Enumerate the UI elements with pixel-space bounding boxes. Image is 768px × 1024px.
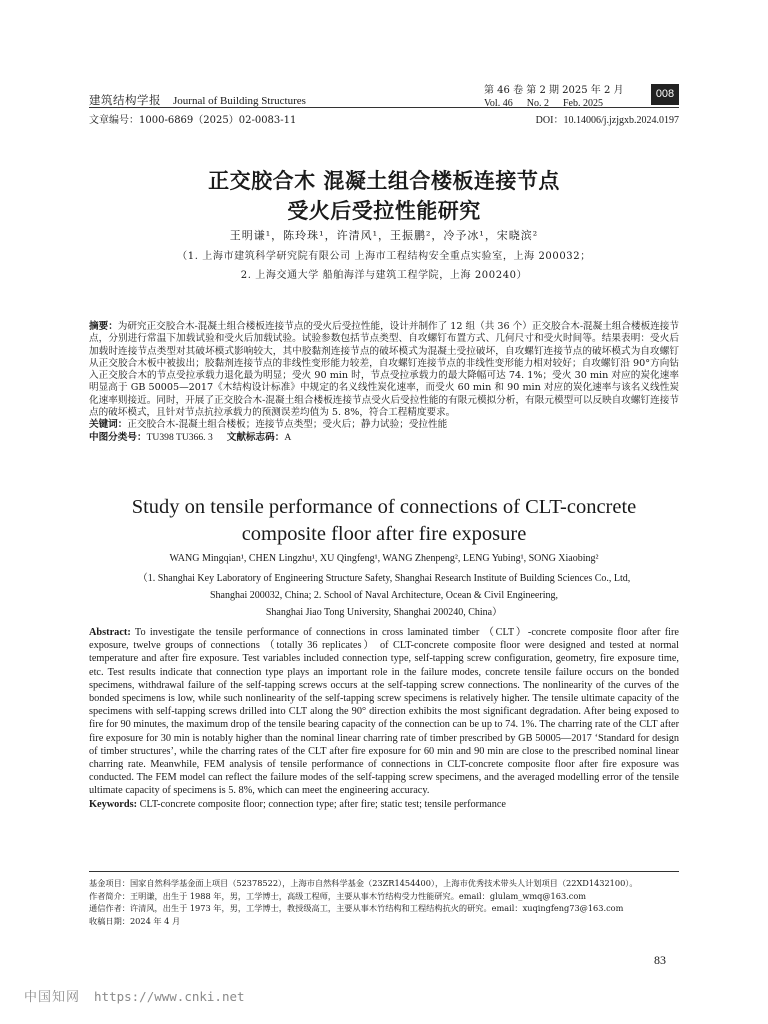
title-en-line1: Study on tensile performance of connections of CLT-concrete: [131, 496, 637, 518]
affiliation-cn-line2: 2. 上海交通大学 船舶海洋与建筑工程学院，上海 200240）: [240, 270, 528, 281]
article-badge: 008: [651, 84, 679, 105]
abstract-cn-label: 摘要：: [89, 321, 118, 332]
watermark-url[interactable]: https://www.cnki.net: [94, 989, 245, 1004]
title-cn-line2: 受火后受拉性能研究: [287, 199, 481, 223]
abstract-en-label: Abstract:: [89, 627, 131, 638]
journal-name-en: Journal of Building Structures: [173, 95, 306, 107]
title-en: [89, 494, 679, 548]
issue-date: Feb. 2025: [562, 98, 603, 109]
abstract-cn-text: 为研究正交胶合木-混凝土组合楼板连接节点的受火后受拉性能，设计并制作了 12 组（共 36 个）正交胶合木-混凝土组合楼板连接节点，分别进行常温下加载试验和受火后加载试验。试验参数包括节点类型、自攻螺钉布置方式、几何尺寸和受火时间等。结果表明：受火后加载时连接节点类型对其破坏模式影响较大，其中胶黏剂连接节点的破坏模式为混凝土受拉破坏，自攻螺钉连接节点的破坏模式为自攻螺钉从正交胶合木板中被拔出；胶黏剂连接节点的非线性变形能力较差，自攻螺钉连接节点的非线性变形能力相对较好；自攻螺钉沿 90°方向钻入正交胶合木的节点受拉承载力退化最为明显；受火 90 min 时，节点受拉承载力的最大降幅可达 74. 1%；受火 30 min 对应的炭化速率明显高于 GB 50005—2017《木结构设计标准》中规定的名义线性炭化速率，而受火 60 min 和 90 min 对应的炭化速率与该名义线性炭化速率则接近。同时，开展了正交胶合木-混凝土组合楼板连接节点受火后受拉性能的有限元模拟分析，有限元模型可以反映自攻螺钉连接节点的破坏模式，且针对节点抗拉承载力的预测误差均值为 5. 8%，符合工程精度要求。: [89, 321, 679, 419]
authors-en: WANG Mingqian¹, CHEN Lingzhu¹, XU Qingfeng¹, WANG Zhenpeng², LENG Yubing¹, SONG Xiaobing²: [169, 553, 599, 564]
journal-header: [89, 92, 306, 108]
footnote-corresponding: 通信作者：许清风，出生于 1973 年，男，工学博士，教授级高工，主要从事木竹结构和工程结构抗火的研究。email：xuqingfeng73@163.com: [89, 903, 624, 913]
authors-cn: 王明谦¹，陈玲珠¹，许清风¹，王振鹏²，冷予冰¹，宋晓滨²: [229, 229, 539, 242]
keywords-cn: [89, 419, 679, 431]
title-cn-line1: 正交胶合木 混凝土组合楼板连接节点: [208, 169, 560, 193]
footnote-fund: 基金项目：国家自然科学基金面上项目（52378522），上海市自然科学基金（23ZR1454400），上海市优秀技术带头人计划项目（22XD1432100）。: [89, 878, 638, 888]
abstract-en-section: [89, 626, 679, 811]
issue-number: No. 2: [526, 98, 549, 109]
keywords-en-label: Keywords:: [89, 798, 138, 810]
affiliation-en-line2: Shanghai 200032, China; 2. School of Naval Architecture, Ocean & Civil Engineering,: [210, 590, 558, 601]
class-label: 中图分类号：: [89, 431, 147, 443]
keywords-en: [89, 798, 679, 811]
abstract-en: [89, 626, 679, 798]
abstract-en-text: To investigate the tensile performance of connections in cross laminated timber （CLT）-concrete composite floor after fire exposure, twelve groups of connections （totally 36 replicates） of CLT-concrete composite floor were designed and tested at normal temperature and after fire exposure. Test variables included connection type, self-tapping screw configuration, geometry, fire exposure time, etc. Test results indicate that connection type plays an important role in the failure modes, concrete tensile failure occurs on the bonded specimens, withdrawal failure of the self-tapping screws occurs at the self-tapping screw connections. The nonlinearity of the curves of the bonded specimens is low, while such nonlinearity of the self-tapping screw specimens is relatively higher. The tensile ultimate capacity of the specimens with self-tapping screws drilled into CLT along the 90° direction exhibits the most significant degradation. After being exposed to fire for 90 minutes, the maximum drop of the tensile bearing capacity of the connection can be up to 74. 1%. The charring rate of the CLT after fire exposure for 30 min is notably higher than the nominal linear charring rate of timber prescribed by GB 50005—2017 ‘Standard for design of timber structures’, while the charring rates of the CLT after fire exposure for 60 min and 90 min are close to the prescribed nominal linear charring rate. Meanwhile, FEM analysis of tensile performance of connections in CLT-concrete composite floor after fire exposure was conducted. The FEM model can reflect the failure modes of the self-tapping screw specimens, and the averaged modelling error of the tensile ultimate capacity of specimens is 5. 8%, which can meet the engineering accuracy.: [89, 627, 679, 797]
doi[interactable]: DOI：10.14006/j.jzjgxb.2024.0197: [535, 115, 679, 126]
footnote-divider: [89, 871, 679, 872]
title-en-line2: composite floor after fire exposure: [241, 523, 527, 545]
article-number: 文章编号：1000-6869（2025）02-0083-11: [89, 115, 297, 126]
watermark: [24, 986, 245, 1005]
footnote-received: 收稿日期：2024 年 4 月: [89, 915, 181, 926]
keywords-en-text: CLT-concrete composite floor; connection type; after fire; static test; tensile performance: [139, 798, 506, 810]
title-cn: [89, 166, 679, 226]
journal-name-cn: 建筑结构学报: [89, 93, 161, 107]
keywords-cn-label: 关键词：: [89, 419, 128, 431]
doc-code-label: 文献标志码：: [226, 431, 285, 443]
footnotes: [89, 877, 679, 927]
affiliation-en-line3: Shanghai Jiao Tong University, Shanghai 200240, China）: [265, 607, 503, 618]
keywords-cn-text: 正交胶合木-混凝土组合楼板；连接节点类型；受火后；静力试验；受拉性能: [127, 419, 448, 431]
affiliations-cn: [89, 247, 679, 285]
footnote-author: 作者简介：王明谦，出生于 1988 年，男，工学博士，高级工程师，主要从事木竹结构受力性能研究。email：glulam_wmq@163.com: [89, 890, 587, 901]
class-text: TU398 TU366. 3: [146, 431, 213, 443]
header-divider: [89, 107, 679, 108]
volume: Vol. 46: [484, 98, 513, 109]
issue-cn: 第 46 卷 第 2 期 2025 年 2 月: [484, 85, 624, 96]
watermark-cnki-cn: 中国知网: [24, 990, 81, 1005]
doc-code-text: A: [284, 431, 292, 443]
affiliation-en-line1: （1. Shanghai Key Laboratory of Engineering Structure Safety, Shanghai Research Institute of Building Sciences Co., Ltd,: [137, 573, 631, 584]
classification: [89, 432, 679, 444]
affiliation-cn-line1: （1. 上海市建筑科学研究院有限公司 上海市工程结构安全重点实验室，上海 200032；: [177, 251, 591, 262]
page-number: 83: [654, 953, 666, 967]
abstract-cn: [89, 321, 679, 419]
abstract-cn-section: [89, 321, 679, 444]
affiliations-en: [89, 570, 679, 621]
